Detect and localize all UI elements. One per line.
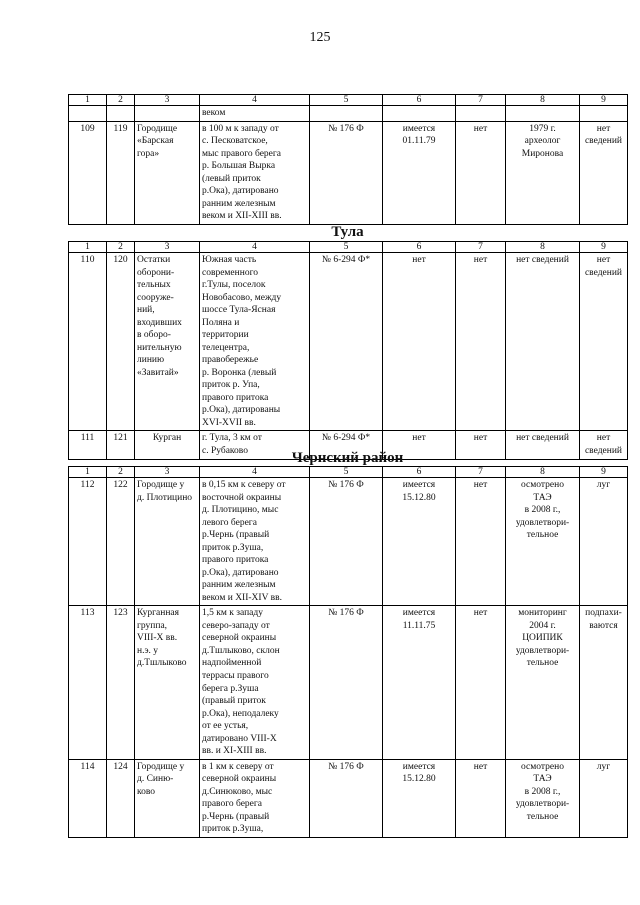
monitoring-cell: осмотрено ТАЭ в 2008 г., удовлетвори- тельное <box>506 478 580 606</box>
survey-cell: имеется 11.11.75 <box>383 606 456 759</box>
column-number-row <box>69 242 628 253</box>
location-cell: веком <box>200 106 310 122</box>
column-number: 7 <box>456 467 506 478</box>
document-cell: № 176 Ф <box>310 606 383 759</box>
column-number: 5 <box>310 467 383 478</box>
row-number-cell: 109 <box>69 121 107 224</box>
registry-table-chern <box>68 466 628 838</box>
document-cell: № 176 Ф <box>310 759 383 837</box>
column-7-cell: нет <box>456 759 506 837</box>
column-number: 2 <box>107 95 135 106</box>
column-number: 7 <box>456 242 506 253</box>
column-7-cell: нет <box>456 431 506 459</box>
usage-cell: луг <box>580 759 628 837</box>
registry-number-cell: 119 <box>107 121 135 224</box>
column-number-row <box>69 467 628 478</box>
registry-table-tula <box>68 241 628 460</box>
column-number: 9 <box>580 467 628 478</box>
column-number: 1 <box>69 95 107 106</box>
column-number: 6 <box>383 242 456 253</box>
monitoring-cell: осмотрено ТАЭ в 2008 г., удовлетвори- тельное <box>506 759 580 837</box>
object-name-cell: Курган <box>135 431 200 459</box>
column-7-cell: нет <box>456 478 506 606</box>
document-cell: № 176 Ф <box>310 478 383 606</box>
location-cell: в 0,15 км к северу от восточной окраины д. Плотицино, мыс левого берега р.Чернь (правый приток р.Зуша, правого притока р.Ока), датировано ранним железным веком и XII-XIV вв. <box>200 478 310 606</box>
object-name-cell: Городище у д. Синю- ково <box>135 759 200 837</box>
location-cell: в 1 км к северу от северной окраины д.Синюково, мыс правого берега р.Чернь (правый приток р.Зуша, <box>200 759 310 837</box>
document-cell: № 176 Ф <box>310 121 383 224</box>
table-row <box>69 121 628 224</box>
row-number-cell: 113 <box>69 606 107 759</box>
column-number: 1 <box>69 242 107 253</box>
column-number: 8 <box>506 467 580 478</box>
column-number: 6 <box>383 467 456 478</box>
survey-cell: имеется 01.11.79 <box>383 121 456 224</box>
object-name-cell: Городище «Барская гора» <box>135 121 200 224</box>
survey-cell: имеется 15.12.80 <box>383 759 456 837</box>
column-number: 1 <box>69 467 107 478</box>
row-number-cell: 110 <box>69 253 107 431</box>
survey-cell: нет <box>383 253 456 431</box>
survey-cell: имеется 15.12.80 <box>383 478 456 606</box>
registry-number-cell: 123 <box>107 606 135 759</box>
table-row <box>69 253 628 431</box>
column-number: 4 <box>200 467 310 478</box>
page-number: 125 <box>309 30 331 45</box>
column-number: 6 <box>383 95 456 106</box>
monitoring-cell: 1979 г. археолог Миронова <box>506 121 580 224</box>
column-number-row <box>69 95 628 106</box>
column-number: 5 <box>310 242 383 253</box>
row-number-cell: 111 <box>69 431 107 459</box>
registry-table-continuation <box>68 94 628 225</box>
table-row <box>69 478 628 606</box>
object-name-cell: Городище у д. Плотицино <box>135 478 200 606</box>
monitoring-cell: мониторинг 2004 г. ЦОИПИК удовлетвори- тельное <box>506 606 580 759</box>
column-number: 2 <box>107 242 135 253</box>
usage-cell: луг <box>580 478 628 606</box>
column-number: 8 <box>506 242 580 253</box>
survey-cell: нет <box>383 431 456 459</box>
usage-cell: подпахи- ваются <box>580 606 628 759</box>
location-cell: в 100 м к западу от с. Песковатское, мыс правого берега р. Большая Вырка (левый приток р.Ока), датировано ранним железным веком и XII-XIII вв. <box>200 121 310 224</box>
column-number: 2 <box>107 467 135 478</box>
column-number: 4 <box>200 95 310 106</box>
row-number-cell: 114 <box>69 759 107 837</box>
monitoring-cell: нет сведений <box>506 253 580 431</box>
registry-number-cell: 121 <box>107 431 135 459</box>
column-number: 7 <box>456 95 506 106</box>
registry-number-cell: 124 <box>107 759 135 837</box>
table-row <box>69 759 628 837</box>
usage-cell: нет сведений <box>580 121 628 224</box>
location-cell: Южная часть современного г.Тулы, поселок Новобасово, между шоссе Тула-Ясная Поляна и территории телецентра, правобережье р. Воронка (левый приток р. Упа, правого притока р.Ока), датированы XVI-XVII вв. <box>200 253 310 431</box>
usage-cell: нет сведений <box>580 253 628 431</box>
column-7-cell: нет <box>456 253 506 431</box>
usage-cell: нет сведений <box>580 431 628 459</box>
object-name-cell: Остатки оборони- тельных сооруже- ний, входивших в оборо- нительную линию «Завитай» <box>135 253 200 431</box>
section-title-tula: Тула <box>331 224 364 240</box>
document-cell: № 6-294 Ф* <box>310 431 383 459</box>
column-number: 8 <box>506 95 580 106</box>
column-number: 3 <box>135 95 200 106</box>
column-number: 9 <box>580 95 628 106</box>
section-title-chern: Чернский район <box>291 450 404 466</box>
column-7-cell: нет <box>456 121 506 224</box>
table-row <box>69 606 628 759</box>
column-7-cell: нет <box>456 606 506 759</box>
column-number: 3 <box>135 467 200 478</box>
column-number: 9 <box>580 242 628 253</box>
object-name-cell: Курганная группа, VIII-X вв. н.э. у д.Тшлыково <box>135 606 200 759</box>
column-number: 5 <box>310 95 383 106</box>
column-number: 4 <box>200 242 310 253</box>
location-cell: г. Тула, 3 км от с. Рубаково <box>200 431 310 459</box>
row-number-cell: 112 <box>69 478 107 606</box>
monitoring-cell: нет сведений <box>506 431 580 459</box>
column-number: 3 <box>135 242 200 253</box>
registry-number-cell: 122 <box>107 478 135 606</box>
continuation-row <box>69 106 628 122</box>
document-cell: № 6-294 Ф* <box>310 253 383 431</box>
location-cell: 1,5 км к западу северо-западу от северной окраины д.Тшлыково, склон надпойменной террасы правого берега р.Зуша (правый приток р.Ока), неподалеку от ее устья, датировано VIII-X вв. и XI-XIII вв. <box>200 606 310 759</box>
registry-number-cell: 120 <box>107 253 135 431</box>
